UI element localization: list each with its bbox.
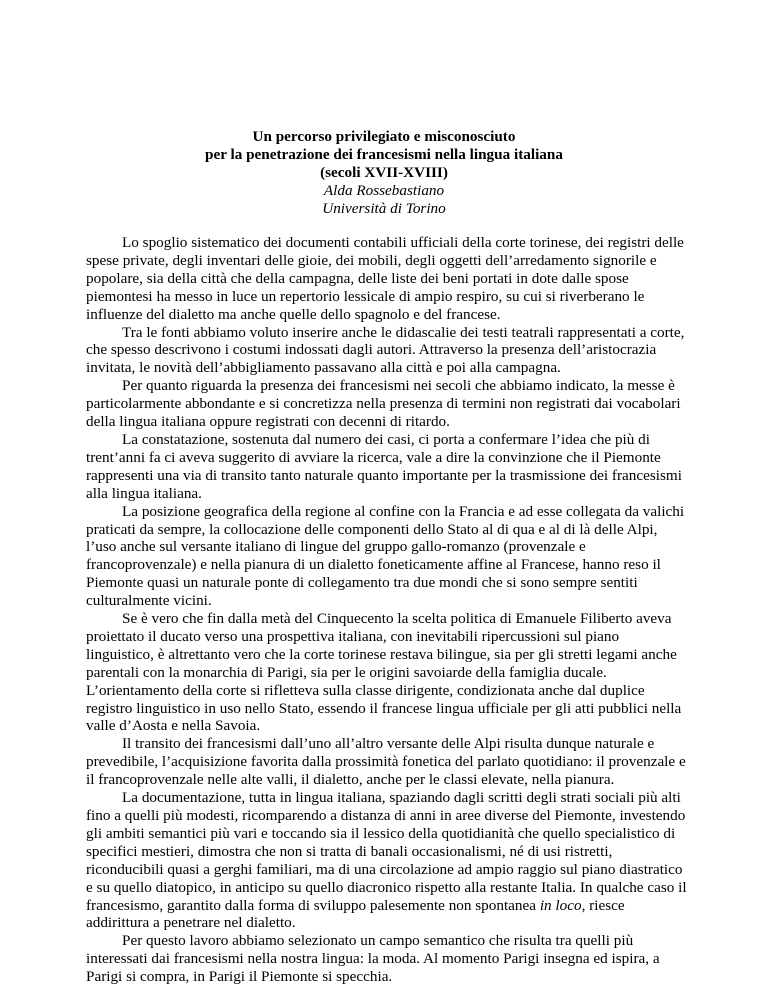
paragraph-2: Tra le fonti abbiamo voluto inserire anche le didascalie dei testi teatrali rappresentati a corte, che spesso descrivono i costumi indossati dagli autori. Attraverso la presenza dell’aristocrazia invitata, le novità dell’abbigliamento passavano alla città e poi alla campagna. bbox=[86, 323, 685, 377]
paragraph-5: La posizione geografica della regione al confine con la Francia e ad esse collegata da valichi praticati da sempre, la collocazione delle componenti dello Stato al di qua e al di là delle Alpi, l’uso anche sul versante italiano di lingue del gruppo gallo-romanzo (provenzale e francoprovenzale) e nella pianura di un dialetto foneticamente affine al Francese, hanno reso il Piemonte quasi un naturale ponte di collegamento tra due mondi che si sono sempre sentiti culturalmente vicini. bbox=[86, 502, 685, 610]
title-line-2: per la penetrazione dei francesismi nella lingua italiana bbox=[205, 145, 563, 163]
author-affiliation: Università di Torino bbox=[322, 199, 446, 217]
paragraph-4: La constatazione, sostenuta dal numero dei casi, ci porta a confermare l’idea che più di trent’anni fa ci aveva suggerito di avviare la ricerca, vale a dire la convinzione che il Piemonte rappresenti una via di transito tanto naturale quanto importante per la trasmissione dei francesismi alla lingua italiana. bbox=[86, 430, 682, 502]
paper-header bbox=[0, 128, 768, 218]
paragraph-8 bbox=[86, 789, 690, 932]
paragraph-3: Per quanto riguarda la presenza dei francesismi nei secoli che abbiamo indicato, la messe è particolarmente abbondante e si concretizza nella presenza di termini non registrati dai vocabolari della lingua italiana oppure registrati con decenni di ritardo. bbox=[86, 377, 681, 431]
paragraph-8-text-before: La documentazione, tutta in lingua italiana, spaziando dagli scritti degli strati sociali più alti fino a quelli più modesti, ricomparendo a distanza di anni in aree diverse del Piemonte, investendo gli ambiti semantici più vari e toccando sia il lessico della quotidianità che quello specialistico di specifici mestieri, dimostra che non si tratta di banali occasionalismi, né di usi ristretti, riconducibili quasi a gerghi familiari, ma di una circolazione ad ampio raggio sul piano diastratico e su quello diatopico, in anticipo su quello diacronico rispetto alla restante Italia. In qualche caso il francesismo, garantito dalla forma di sviluppo palesemente non spontanea bbox=[86, 789, 687, 914]
paragraph-9: Per questo lavoro abbiamo selezionato un campo semantico che risulta tra quelli più interessati dai francesismi nella nostra lingua: la moda. Al momento Parigi insegna ed ispira, a Parigi si compra, in Parigi il Piemonte si specchia. bbox=[86, 932, 660, 986]
paragraph-8-text-after: , riesce addirittura a penetrare nel dialetto. bbox=[86, 896, 625, 932]
paragraph-8-italic-term: in loco bbox=[539, 896, 582, 914]
author-name: Alda Rossebastiano bbox=[323, 181, 445, 199]
title-line-1: Un percorso privilegiato e misconosciuto bbox=[252, 128, 516, 145]
paragraph-7: Il transito dei francesismi dall’uno all’altro versante delle Alpi risulta dunque naturale e prevedibile, l’acquisizione favorita dalla prossimità fonetica del parlato quotidiano: il provenzale e il francoprovenzale nelle alte valli, il dialetto, anche per le classi elevate, nella pianura. bbox=[86, 735, 686, 789]
title-line-3: (secoli XVII-XVIII) bbox=[320, 163, 448, 181]
paragraph-6: Se è vero che fin dalla metà del Cinquecento la scelta politica di Emanuele Filiberto aveva proiettato il ducato verso una prospettiva italiana, con inevitabili ripercussioni sul piano linguistico, è altrettanto vero che la corte torinese restava bilingue, sia per gli stretti legami anche parentali con la monarchia di Parigi, sia per le origini savoiarde della famiglia ducale. L’orientamento della corte si rifletteva sulla classe dirigente, condizionata anche dal duplice registro linguistico in uso nello Stato, essendo il francese lingua ufficiale per gli atti pubblici nella valle d’Aosta e nella Savoia. bbox=[86, 610, 682, 735]
paragraph-1: Lo spoglio sistematico dei documenti contabili ufficiali della corte torinese, dei registri delle spese private, degli inventari delle gioie, dei mobili, degli oggetti dell’arredamento signorile e popolare, sia della città che della campagna, delle liste dei beni portati in dote dalle spose piemontesi ha messo in luce un repertorio lessicale di ampio respiro, su cui si riverberano le influenze del dialetto ma anche quelle dello spagnolo e del francese. bbox=[86, 234, 684, 323]
paper-body bbox=[86, 234, 690, 986]
